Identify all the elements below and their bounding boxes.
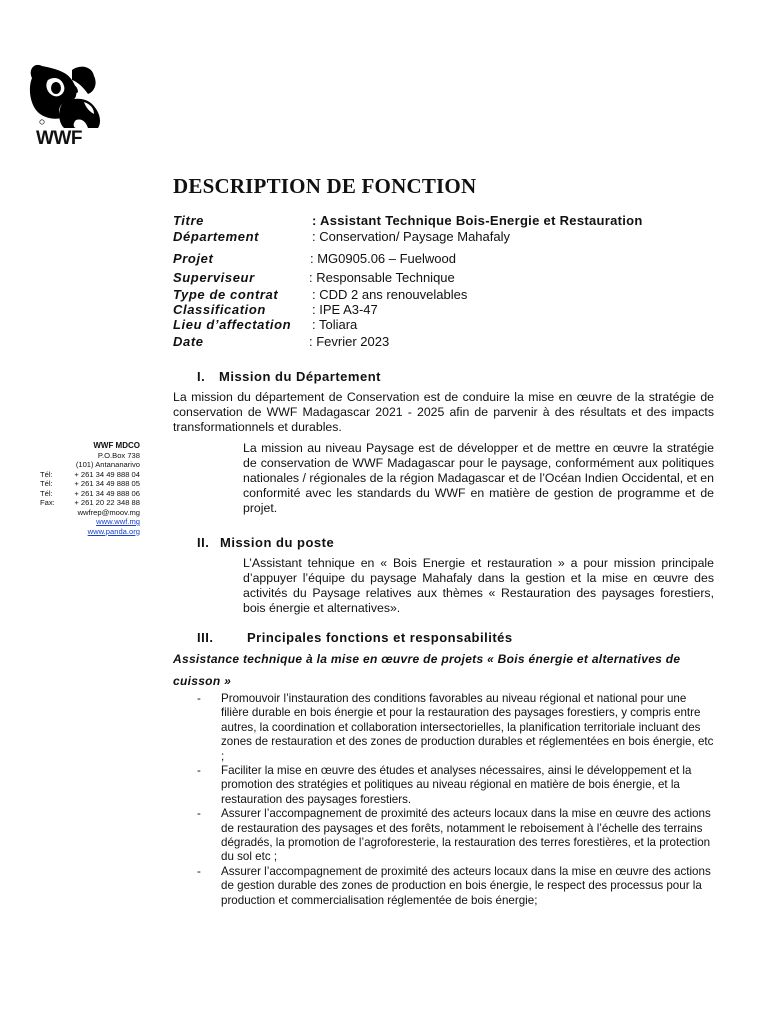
section-1-paragraph-1 — [173, 390, 714, 435]
list-item-text: Faciliter la mise en œuvre des études et analyses nécessaires, ainsi le développement et la promotion des stratégies et politiques au niveau régional en matière de bois énergie, et la restauration des paysages forestiers. — [221, 764, 692, 806]
link-wwf-mg[interactable]: www.wwf.mg — [96, 517, 140, 526]
phone-number: + 261 34 49 888 05 — [74, 479, 140, 488]
info-value-departement: : Conservation/ Paysage Mahafaly — [312, 229, 510, 244]
bullet-dash: - — [197, 807, 201, 821]
info-value-superviseur: : Responsable Technique — [309, 270, 455, 285]
info-label-departement: Département — [173, 229, 260, 244]
info-label-classification: Classification — [173, 302, 266, 317]
list-item — [197, 865, 717, 908]
fax-number: + 261 20 22 348 88 — [74, 498, 140, 507]
bullet-dash: - — [197, 864, 201, 878]
section-3-title: Principales fonctions et responsabilités — [247, 630, 513, 645]
section-3-subheading: Assistance technique à la mise en œuvre de projets « Bois énergie et alternatives de cuisson » — [173, 652, 681, 688]
sidebar-city: (101) Antananarivo — [75, 460, 140, 469]
section-2-number: II. — [197, 535, 210, 550]
logo-wordmark: WWF — [36, 128, 82, 149]
list-item — [197, 692, 717, 764]
sidebar-email: wwfrep@moov.mg — [77, 507, 140, 517]
contact-sidebar — [40, 441, 140, 536]
sidebar-phone-row — [40, 479, 140, 489]
page-title: DESCRIPTION DE FONCTION — [173, 174, 477, 198]
sidebar-box: P.O.Box 738 — [97, 450, 140, 460]
info-label-projet: Projet — [173, 251, 214, 266]
section-1-title: Mission du Département — [219, 369, 381, 384]
info-value-titre: : Assistant Technique Bois-Energie et Restauration — [312, 213, 643, 228]
sidebar-phone-row — [40, 489, 140, 499]
fax-type: Fax: — [40, 498, 55, 507]
section-1-paragraph-2 — [243, 441, 714, 516]
link-panda-org[interactable]: www.panda.org — [87, 526, 140, 536]
bullet-dash: - — [197, 692, 201, 705]
info-label-lieu: Lieu d’affectation — [173, 317, 292, 332]
info-label-date: Date — [173, 334, 204, 349]
info-label-titre: Titre — [173, 213, 204, 228]
info-value-type-contrat: : CDD 2 ans renouvelables — [312, 287, 468, 302]
info-value-classification: : IPE A3-47 — [312, 302, 378, 317]
list-item — [197, 764, 717, 807]
phone-number: + 261 34 49 888 04 — [74, 469, 140, 479]
section-2-title: Mission du poste — [220, 535, 335, 550]
section-3-number: III. — [197, 630, 214, 645]
info-label-superviseur: Superviseur — [173, 270, 255, 285]
info-label-type-contrat: Type de contrat — [173, 287, 279, 302]
section-1-text-1: La mission du département de Conservation est de conduire la mise en œuvre de la stratégie de conservation de WWF Madagascar 2021 - 2025 afin de parvenir à des résultats et des impacts transformationnels et durables. — [173, 390, 714, 434]
responsibilities-list — [197, 692, 717, 908]
section-2-paragraph — [243, 556, 714, 616]
section-1-text-2: La mission au niveau Paysage est de développer et de mettre en œuvre la stratégie de conservation de WWF Madagascar pour le paysage, conformément aux politiques nationales / régionales de la région Madagascar et de l’Océan Indien Occidental, et en conformité avec les standards du WWF en matière de gestion de programme et de projet. — [243, 441, 714, 515]
phone-type: Tél: — [40, 488, 53, 498]
list-item-text: Assurer l’accompagnement de proximité des acteurs locaux dans la mise en œuvre des actions de restauration des paysages et des forêts, notamment le reboisement à l’échelle des terrains dégradés, la promotion de l’agroforesterie, la restauration des terres forestières, et la protection du sol etc ; — [221, 807, 711, 864]
info-value-projet: : MG0905.06 – Fuelwood — [310, 251, 456, 266]
info-value-lieu: : Toliara — [312, 317, 358, 332]
phone-number: + 261 34 49 888 06 — [74, 488, 140, 498]
phone-type: Tél: — [40, 469, 53, 479]
sidebar-fax-row — [40, 498, 140, 508]
phone-type: Tél: — [40, 479, 53, 488]
list-item-text: Promouvoir l’instauration des conditions favorables au niveau régional et national pour une filière durable en bois énergie et pour la restauration des paysages forestiers, y compris entre autres, la coordination et collaboration intersectorielles, la planification territoriale incluant des zones de restauration et des zones de production durables et réglementées en bois énergie, etc ; — [221, 692, 714, 763]
info-value-date: : Fevrier 2023 — [309, 334, 390, 349]
section-1-number: I. — [197, 369, 206, 384]
list-item-text: Assurer l’accompagnement de proximité des acteurs locaux dans la mise en œuvre des actions de gestion durable des zones de production en bois énergie, le respect des processus pour la production et commercialisation réglementée de bois énergie; — [221, 864, 711, 907]
list-item — [197, 807, 717, 865]
bullet-dash: - — [197, 764, 201, 778]
section-2-text: L’Assistant tehnique en « Bois Energie et restauration » a pour mission principale d’appuyer l’équipe du paysage Mahafaly dans la gestion et la mise en œuvre des activités du Paysage relatives aux thèmes « Restauration des paysages forestiers, bois énergie et alternatives». — [243, 556, 714, 615]
sidebar-phone-row — [40, 470, 140, 480]
sidebar-org: WWF MDCO — [93, 441, 140, 450]
